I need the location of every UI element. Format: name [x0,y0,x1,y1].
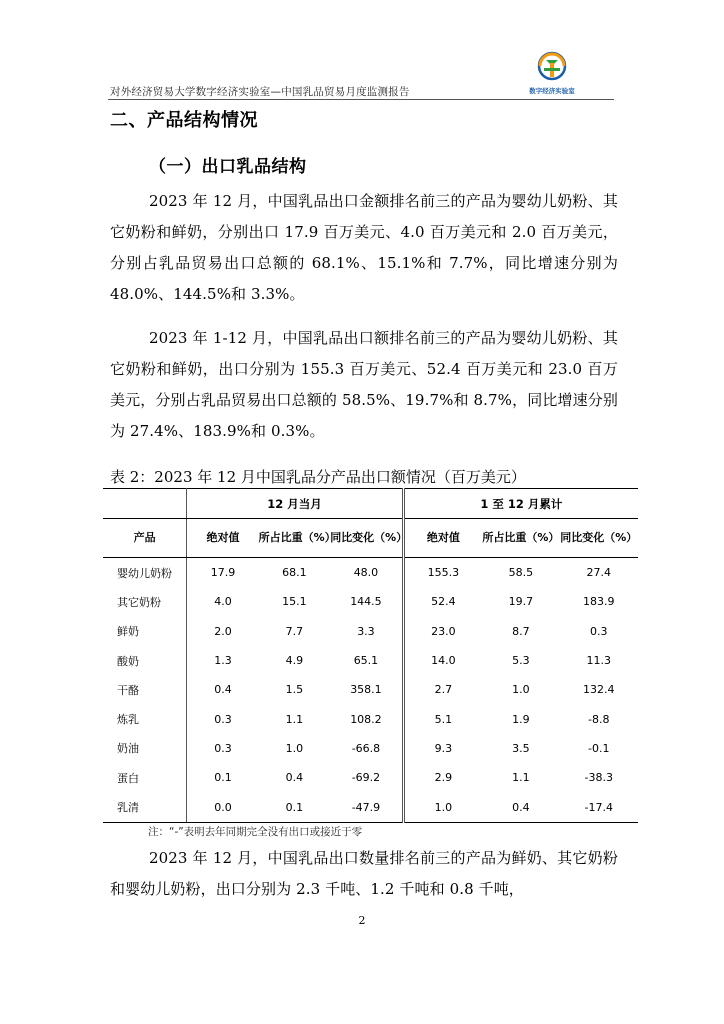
table-note: 注：“-”表明去年同期完全没有出口或接近于零 [148,826,363,838]
cell-value: -38.3 [584,771,614,785]
cell-value: 2.7 [434,683,453,697]
cell-value: 0.1 [214,771,232,785]
cell-value: 23.0 [431,624,456,638]
cell-value: 1.3 [214,654,232,668]
table-row [103,617,638,646]
cell-value: 2.0 [214,624,232,638]
cell-value: 9.3 [434,741,453,755]
cell-value: 1.0 [403,792,482,822]
table-row [103,734,638,763]
cell-value: 19.7 [508,595,534,609]
col-ytd-share: 所占比重（%） [482,519,559,558]
cell-value: 1.0 [512,683,530,697]
product-name: 干酪 [103,675,187,704]
cell-value: 58.5 [508,566,534,580]
cell-value: 17.9 [210,566,236,580]
cell-value: 358.1 [330,675,403,704]
col-ytd-abs: 绝对值 [403,519,482,558]
cell-value: 1.5 [285,683,304,697]
paragraph-export-volume: 2023 年 12 月，中国乳品出口数量排名前三的产品为鲜奶、其它奶粉和婴幼儿奶粉，出口分别为 2.3 千吨、1.2 千吨和 0.8 千吨， [110,849,618,898]
table-row [103,558,638,588]
cell-value: 3.3 [330,617,403,646]
col-product: 产品 [103,519,187,558]
cell-value: 5.1 [434,712,453,726]
cell-value: 1.0 [285,741,304,755]
cell-value: 0.0 [187,792,259,822]
table-row [103,792,638,822]
product-name: 乳清 [103,792,187,822]
cell-value: 0.3 [214,712,232,726]
header-divider [108,99,614,100]
group-header-ytd: 1 至 12 月累计 [403,489,638,519]
cell-value: 132.4 [583,683,615,697]
product-name: 奶油 [103,734,187,763]
cell-value: 0.4 [214,683,232,697]
cell-value: 68.1 [282,566,307,580]
cell-value: 108.2 [330,704,403,733]
cell-value: 11.3 [586,654,612,668]
cell-value: 4.0 [214,595,232,609]
col-ytd-yoy: 同比变化（%） [560,519,638,558]
cell-value: -8.8 [588,712,610,726]
cell-value: 48.0 [330,558,403,588]
cell-value: -0.1 [588,741,610,755]
cell-value: 7.7 [285,624,304,638]
product-name: 鲜奶 [103,617,187,646]
product-name: 酸奶 [103,646,187,675]
page-number: 2 [358,914,366,927]
cell-value: 52.4 [431,595,456,609]
cell-value: -47.9 [330,792,403,822]
table-row [103,763,638,792]
cell-value: 3.5 [512,741,530,755]
cell-value: 2.9 [434,771,453,785]
paragraph-monthly-export: 2023 年 12 月，中国乳品出口金额排名前三的产品为婴幼儿奶粉、其它奶粉和鲜奶，分别出口 17.9 百万美元、4.0 百万美元和 2.0 百万美元，分别占乳品贸易出口总额的 68.1%、15.1%和 7.7%，同比增速分别为 48.0%、144.5%和 3.3%。 [110,192,618,303]
cell-value: -66.8 [330,734,403,763]
cell-value: 27.4 [586,566,612,580]
col-month-abs: 绝对值 [187,519,259,558]
cell-value: 144.5 [330,587,403,616]
cell-value: 0.1 [259,792,331,822]
product-name: 婴幼儿奶粉 [103,558,187,588]
col-month-yoy: 同比变化（%） [330,519,403,558]
cell-value: 0.3 [214,741,232,755]
lab-logo-text: 数字经济实验室 [529,87,575,95]
col-month-share: 所占比重（%） [259,519,331,558]
product-name: 其它奶粉 [103,587,187,616]
table-row [103,646,638,675]
cell-value: 0.4 [285,771,304,785]
table-title: 表 2：2023 年 12 月中国乳品分产品出口额情况（百万美元） [110,468,526,486]
cell-value: 0.4 [482,792,559,822]
table-row [103,704,638,733]
report-header-title: 对外经济贸易大学数字经济实验室—中国乳品贸易月度监测报告 [110,86,410,98]
product-name: 蛋白 [103,763,187,792]
cell-value: 5.3 [512,654,530,668]
export-by-product-table [103,488,638,823]
cell-value: 14.0 [431,654,456,668]
cell-value: 4.9 [285,654,304,668]
section-title: 二、产品结构情况 [110,110,258,131]
cell-value: 15.1 [282,595,307,609]
cell-value: -69.2 [330,763,403,792]
cell-value: 1.1 [285,712,304,726]
subsection-title: （一）出口乳品结构 [149,157,307,177]
group-header-month: 12 月当月 [187,489,403,519]
paragraph-ytd-export: 2023 年 1-12 月，中国乳品出口额排名前三的产品为婴幼儿奶粉、其它奶粉和鲜奶，出口分别为 155.3 百万美元、52.4 百万美元和 23.0 百万美元，分别占乳品贸易出口总额的 58.5%、19.7%和 8.7%，同比增速分别为 27.4%、183.9%和 0.3%。 [110,329,618,440]
cell-value: 65.1 [330,646,403,675]
cell-value: 0.3 [590,624,608,638]
table-row [103,675,638,704]
cell-value: 183.9 [583,595,615,609]
cell-value: -17.4 [560,792,638,822]
cell-value: 1.1 [512,771,530,785]
cell-value: 1.9 [512,712,530,726]
table-row [103,587,638,616]
product-name: 炼乳 [103,704,187,733]
cell-value: 8.7 [512,624,530,638]
cell-value: 155.3 [427,566,460,580]
